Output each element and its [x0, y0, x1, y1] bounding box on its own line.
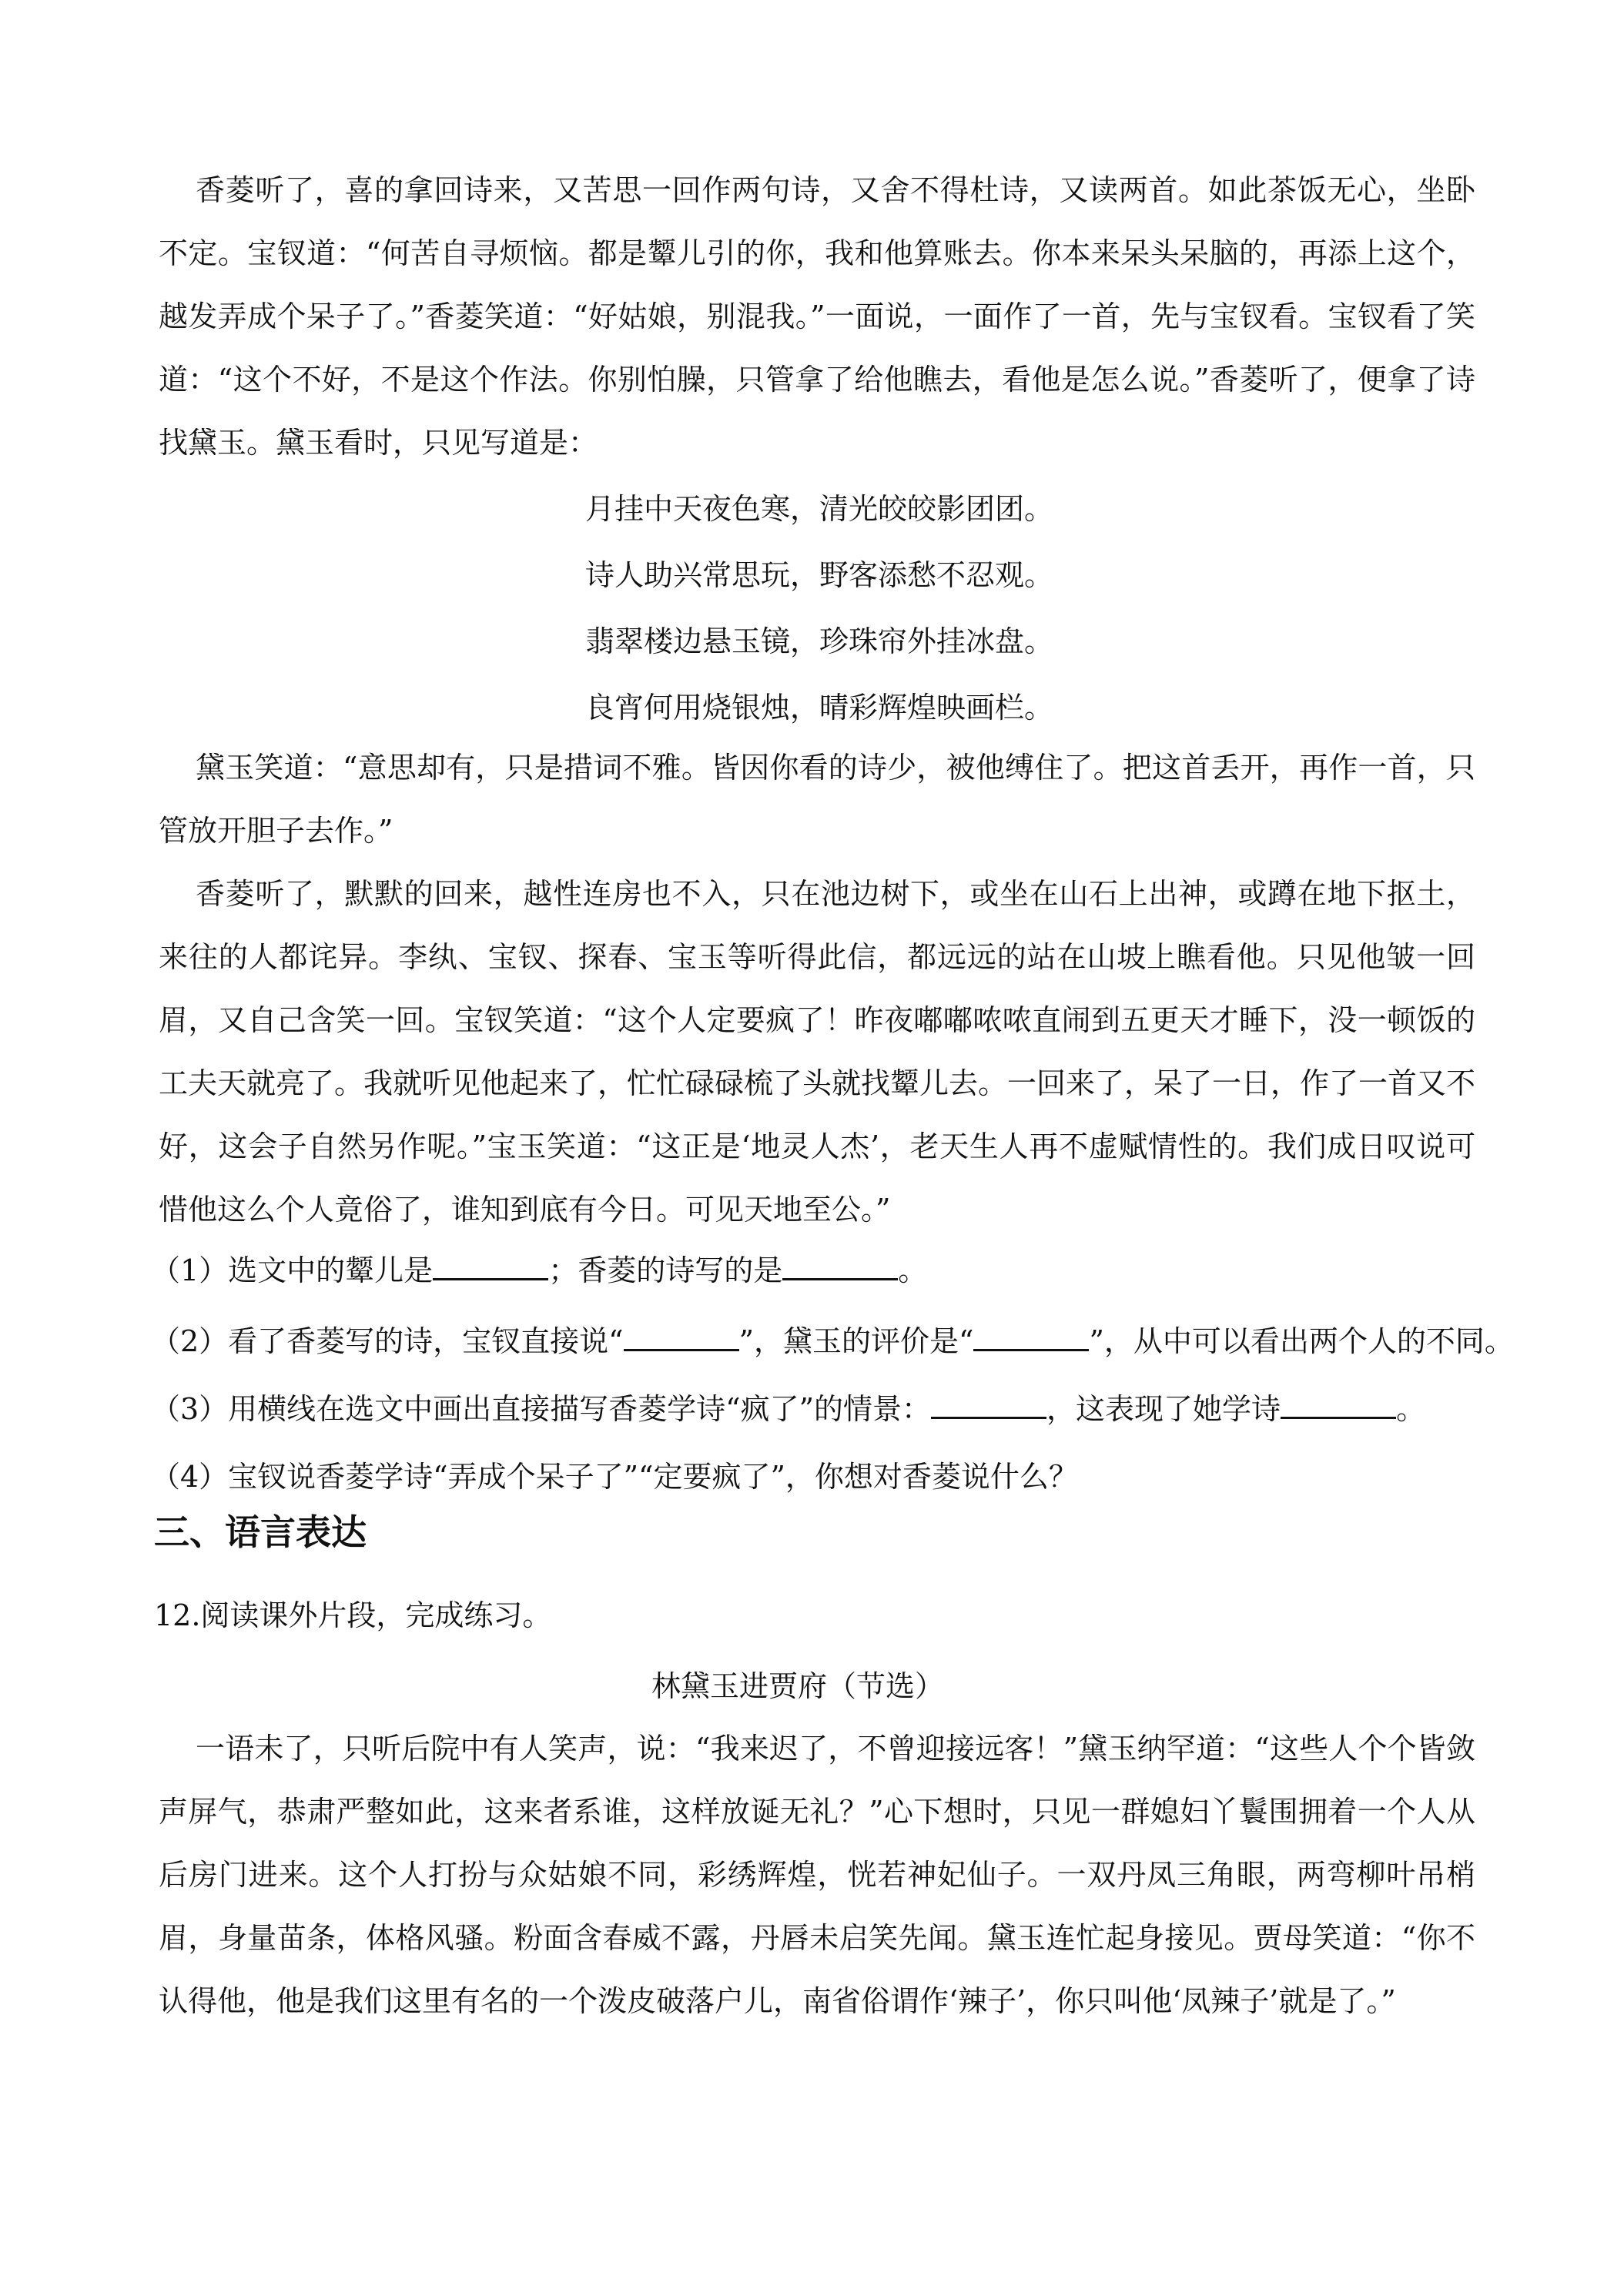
passage-paragraph-3: 香菱听了，默默的回来，越性连房也不入，只在池边树下，或坐在山石上出神，或蹲在地下抠土，来往的人都诧异。李纨、宝钗、探春、宝玉等听得此信，都远远的站在山坡上瞧看他。只见他皱一回眉，又自己含笑一回。宝钗笑道：“这个人定要疯了！昨夜嘟嘟哝哝直闹到五更天才睡下，没一顿饭的工夫天就亮了。我就听见他起来了，忙忙碌碌梳了头就找颦儿去。一回来了，呆了一日，作了一首又不好，这会子自然另作呢。”宝玉笑道：“这正是‘地灵人杰’，老天生人再不虚赋情性的。我们成日叹说可惜他这么个人竟俗了，谁知到底有今日。可见天地至公。”	[159, 877, 1476, 1227]
excerpt-title: 林黛玉进贾府（节选）	[651, 1669, 945, 1703]
question-4: （4）宝钗说香菱学诗“弄成个呆子了”“定要疯了”，你想对香菱说什么？	[151, 1460, 1078, 1494]
passage-paragraph-2: 黛玉笑道：“意思却有，只是措词不雅。皆因你看的诗少，被他缚住了。把这首丢开，再作一首，只管放开胆子去作。”	[159, 751, 1475, 848]
poem-line: 诗人助兴常思玩，野客添愁不忍观。	[585, 558, 1054, 592]
question-1: （1）选文中的颦儿是 ；香菱的诗写的是 。	[151, 1253, 928, 1287]
answer-blank[interactable]	[624, 1323, 739, 1351]
poem-block	[585, 476, 1278, 741]
excerpt-paragraph: 一语未了，只听后院中有人笑声，说：“我来迟了，不曾迎接远客！”黛玉纳罕道：“这些人个个皆敛声屏气，恭肃严整如此，这来者系谁，这样放诞无礼？”心下想时，只见一群媳妇丫鬟围拥着一个人从后房门进来。这个人打扮与众姑娘不同，彩绣辉煌，恍若神妃仙子。一双丹凤三角眼，两弯柳叶吊梢眉，身量苗条，体格风骚。粉面含春威不露，丹唇未启笑先闻。黛玉连忙起身接见。贾母笑道：“你不认得他，他是我们这里有名的一个泼皮破落户儿，南省俗谓作‘辣子’，你只叫他‘凤辣子’就是了。”	[159, 1732, 1475, 2018]
answer-blank[interactable]	[433, 1252, 548, 1280]
question-12-prompt: 12.阅读课外片段，完成练习。	[154, 1598, 552, 1632]
poem-line: 月挂中天夜色寒，清光皎皎影团团。	[585, 492, 1054, 526]
section-heading: 三、语言表达	[154, 1511, 367, 1553]
answer-blank[interactable]	[931, 1391, 1046, 1419]
answer-blank[interactable]	[1281, 1391, 1396, 1419]
answer-blank[interactable]	[782, 1252, 898, 1280]
poem-line: 翡翠楼边悬玉镜，珍珠帘外挂冰盘。	[585, 624, 1054, 658]
question-3: （3）用横线在选文中画出直接描写香菱学诗“疯了”的情景： ，这表现了她学诗 。	[151, 1392, 1426, 1426]
question-2: （2）看了香菱写的诗，宝钗直接说“ ”，黛玉的评价是“ ”，从中可以看出两个人的不同。	[151, 1324, 1514, 1358]
poem-line: 良宵何用烧银烛，晴彩辉煌映画栏。	[585, 691, 1054, 725]
passage-paragraph-1: 香菱听了，喜的拿回诗来，又苦思一回作两句诗，又舍不得杜诗，又读两首。如此茶饭无心，坐卧不定。宝钗道：“何苦自寻烦恼。都是颦儿引的你，我和他算账去。你本来呆头呆脑的，再添上这个，越发弄成个呆子了。”香菱笑道：“好姑娘，别混我。”一面说，一面作了一首，先与宝钗看。宝钗看了笑道：“这个不好，不是这个作法。你别怕臊，只管拿了给他瞧去，看他是怎么说。”香菱听了，便拿了诗找黛玉。黛玉看时，只见写道是：	[159, 173, 1475, 460]
answer-blank[interactable]	[973, 1323, 1089, 1351]
